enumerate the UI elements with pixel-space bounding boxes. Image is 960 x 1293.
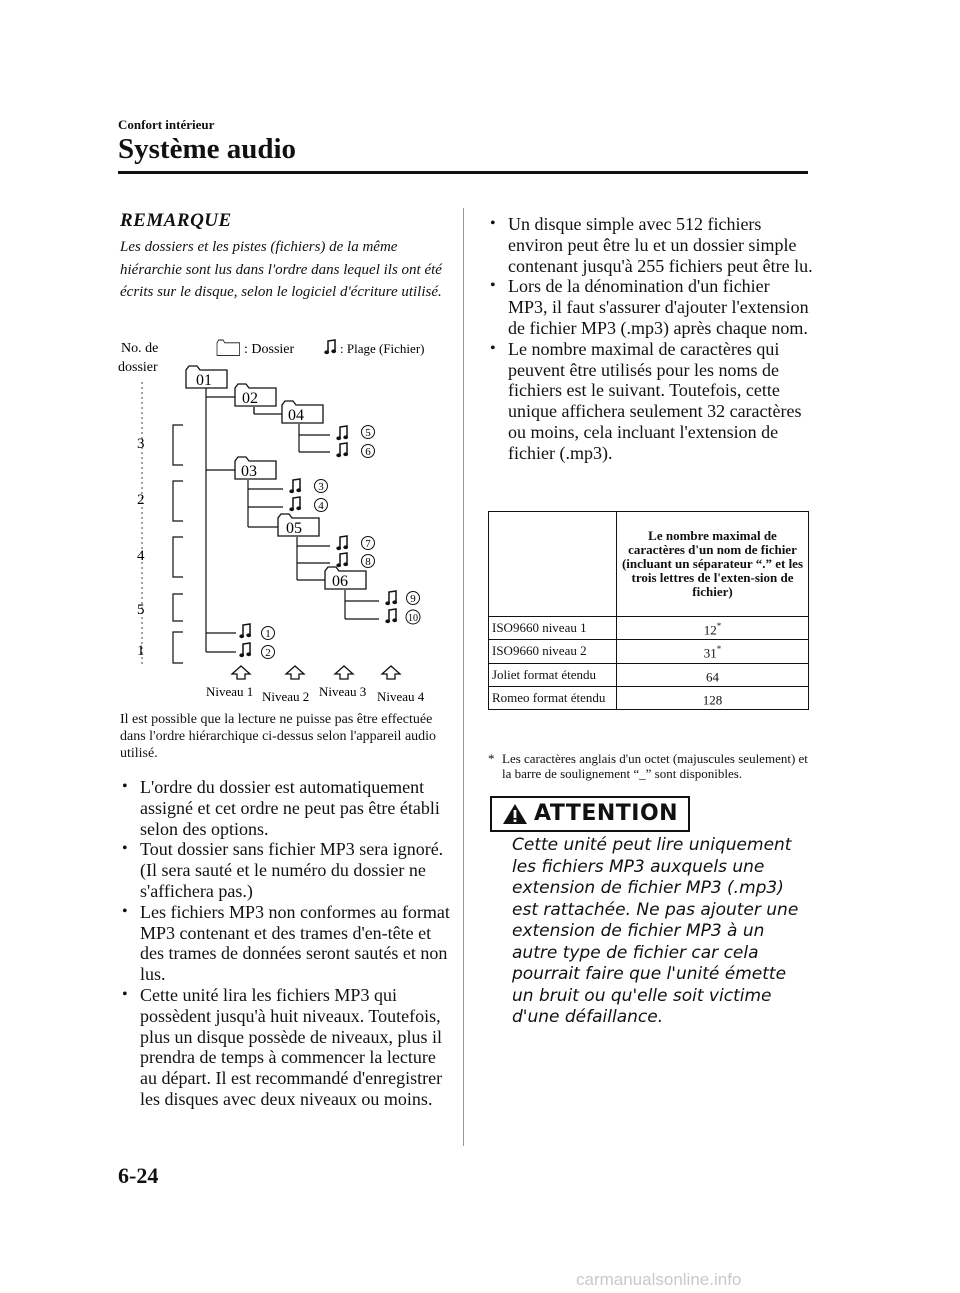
list-item: • L'ordre du dossier est automatiquement assigné et cet ordre ne peut pas être établi selon des options.	[120, 777, 455, 839]
folder-06	[325, 567, 366, 590]
diagram-caption: Il est possible que la lecture ne puisse pas être effectuée dans l'ordre hiérarchique ci-dessus selon l'appareil audio utilisé.	[120, 712, 437, 761]
svg-text:5: 5	[365, 427, 371, 439]
track-5	[336, 426, 374, 441]
legend-folder-icon	[217, 340, 240, 355]
svg-text:3: 3	[318, 481, 324, 493]
folder-number-2: 2	[137, 492, 145, 508]
track-4	[289, 497, 327, 512]
folder-04	[282, 401, 323, 424]
folder-number-4: 4	[137, 548, 145, 564]
track-8	[336, 553, 374, 568]
table-row: ISO9660 niveau 1 12*	[489, 617, 809, 640]
track-3	[289, 479, 327, 493]
filename-length-table	[488, 511, 809, 710]
level-2-label: Niveau 2	[262, 689, 310, 704]
footnote-text: Les caractères anglais d'un octet (majuscules seulement) et la barre de soulignement “_” sont disponibles.	[502, 751, 808, 781]
folder-number-1: 1	[137, 643, 145, 659]
folder-number-brackets	[173, 425, 183, 663]
level-4-label: Niveau 4	[377, 689, 425, 704]
svg-text:01: 01	[196, 372, 212, 389]
folder-hierarchy-diagram	[0, 0, 470, 708]
svg-text:8: 8	[365, 556, 371, 568]
note-text: Les dossiers et les pistes (fichiers) de la même hiérarchie sont lus dans l'ordre dans lequel ils ont été écrits sur le disque, selon le logiciel d'écriture utilisé.	[120, 239, 442, 300]
svg-text:2: 2	[265, 647, 271, 659]
table-row: ISO9660 niveau 2 31*	[489, 640, 809, 663]
svg-text:9: 9	[410, 593, 416, 605]
legend-folder: : Dossier	[244, 342, 295, 357]
track-1	[239, 624, 274, 640]
level-2-arrow-icon	[286, 666, 304, 679]
svg-text:03: 03	[241, 463, 257, 480]
list-item: • Cette unité lira les fichiers MP3 qui possèdent jusqu'à huit niveaux. Toutefois, plus un disque possède de niveaux, plus il prendra de temps à commencer la lecture au départ. Il est recommandé d'enregistrer les disques avec deux niveaux ou moins.	[120, 985, 455, 1110]
folder-02	[235, 384, 276, 407]
level-3-arrow-icon	[335, 666, 353, 679]
folder-number-label-2: dossier	[118, 360, 158, 375]
folder-number-label-1: No. de	[121, 341, 159, 356]
track-2	[239, 643, 274, 659]
svg-text:05: 05	[286, 520, 302, 537]
svg-text:02: 02	[242, 390, 258, 407]
svg-text:6: 6	[365, 446, 371, 458]
note-heading: REMARQUE	[120, 210, 232, 231]
level-4-arrow-icon	[382, 666, 400, 679]
left-bullet-list	[120, 777, 455, 1110]
attention-label: ATTENTION	[534, 801, 679, 826]
table-row: Romeo format étendu 128	[489, 686, 809, 709]
track-10	[385, 609, 420, 624]
folder-01	[186, 366, 227, 389]
legend-track: : Plage (Fichier)	[340, 341, 425, 356]
folder-number-3: 3	[137, 436, 145, 452]
warning-icon	[502, 803, 528, 825]
section-label: Confort intérieur	[118, 117, 215, 132]
svg-text:1: 1	[265, 628, 271, 640]
track-9	[385, 591, 419, 605]
table-row: Joliet format étendu 64	[489, 663, 809, 686]
attention-text: Cette unité peut lire uniquement les fichiers MP3 auxquels une extension de fichier MP3 (.mp3) est rattachée. Ne pas ajouter une extension de fichier MP3 à un autre type de fichier car cela pourrait faire que l'unité émette un bruit ou qu'elle soit victime d'une défaillance.	[512, 835, 799, 1027]
folder-03	[235, 457, 276, 480]
folder-number-5: 5	[137, 602, 145, 618]
svg-text:4: 4	[318, 500, 324, 512]
page-title: Système audio	[118, 133, 297, 165]
level-3-label: Niveau 3	[319, 684, 367, 699]
table-header: Le nombre maximal de caractères d'un nom de fichier (incluant un séparateur “.” et les trois lettres de l'exten-sion de fichier)	[617, 512, 809, 617]
list-item: • Tout dossier sans fichier MP3 sera ignoré. (Il sera sauté et le numéro du dossier ne s'affichera pas.)	[120, 839, 455, 901]
list-item: • Les fichiers MP3 non conformes au format MP3 contenant et des trames d'en-tête et des trames de données seront sautés et non lus.	[120, 902, 455, 985]
right-bullet-list	[488, 214, 813, 464]
track-7	[336, 536, 374, 550]
list-item: • Lors de la dénomination d'un fichier MP3, il faut s'assurer d'ajouter l'extension de fichier MP3 (.mp3) après chaque nom.	[488, 276, 813, 338]
watermark: carmanualsonline.info	[576, 1270, 742, 1289]
svg-text:04: 04	[288, 407, 304, 424]
page-number: 6-24	[118, 1163, 159, 1188]
track-6	[336, 443, 374, 458]
list-item: • Le nombre maximal de caractères qui peuvent être utilisés pour les noms de fichiers est le suivant. Toutefois, cette unique affichera seulement 32 caractères ou moins, cela incluant l'extension de fichier (.mp3).	[488, 339, 813, 464]
table-footnote	[488, 751, 808, 781]
footnote-symbol: *	[488, 751, 495, 766]
svg-text:10: 10	[408, 613, 418, 624]
svg-text:06: 06	[332, 573, 348, 590]
legend-track-icon	[324, 340, 336, 354]
level-1-label: Niveau 1	[206, 684, 254, 699]
svg-text:7: 7	[365, 538, 371, 550]
level-1-arrow-icon	[232, 666, 250, 679]
list-item: • Un disque simple avec 512 fichiers environ peut être lu et un dossier simple contenant jusqu'à 255 fichiers peut être lu.	[488, 214, 813, 276]
table-header-empty	[489, 512, 617, 617]
attention-box	[490, 796, 690, 832]
folder-05	[278, 514, 319, 537]
